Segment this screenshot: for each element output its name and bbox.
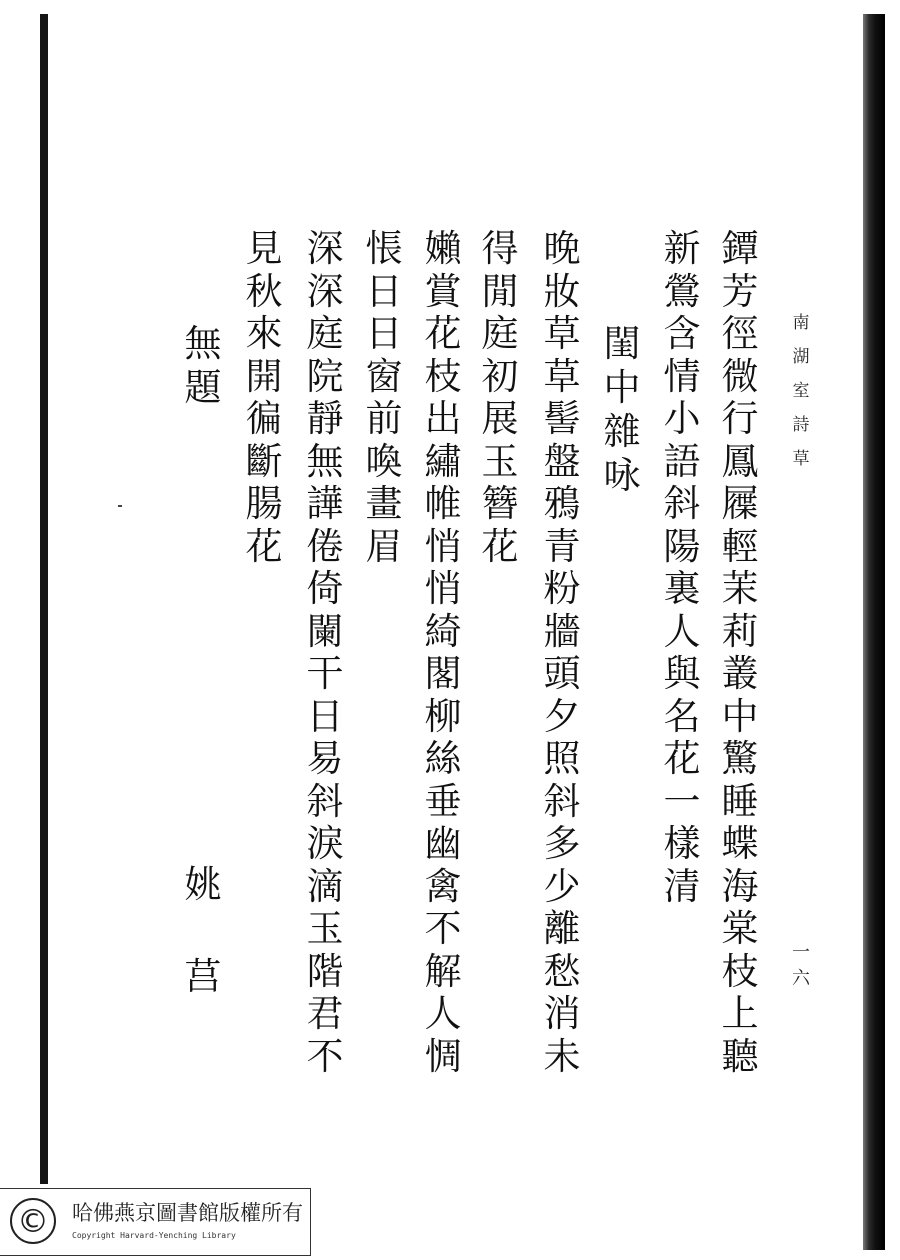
copyright-stamp-subtext: Copyright Harvard-Yenching Library (72, 1231, 236, 1240)
text-column-1: 鐔芳徑微行鳳屧輕茉莉叢中驚睡蝶海棠枝上聽 (721, 227, 759, 1078)
text-column-4: 晚妝草草髻盤鴉青粉牆頭夕照斜多少離愁消未 (543, 227, 581, 1078)
author-name-char-1: 姚 (184, 863, 222, 906)
running-header-book-title: 南湖室詩草 (792, 313, 810, 469)
copyright-stamp (0, 1188, 311, 1256)
text-column-8: 深深庭院靜無譁倦倚闌干日易斜淚滴玉階君不 (306, 227, 344, 1078)
copyright-stamp-text: 哈佛燕京圖書館版權所有 (72, 1201, 303, 1225)
scan-speck (118, 505, 122, 507)
poem-title-guizhong-zayong: 閨中雜咏 (603, 322, 641, 497)
text-column-9: 見秋來開徧斷腸花 (245, 227, 283, 568)
text-column-2: 新鶯含情小語斜陽裏人與名花一樣清 (663, 227, 701, 908)
left-margin-rule (40, 14, 48, 1184)
page-number: 一六 (792, 942, 810, 989)
copyright-icon: © (10, 1198, 56, 1244)
author-name-char-2: 莒 (184, 955, 222, 998)
text-column-5: 得閒庭初展玉簪花 (481, 227, 519, 568)
text-column-7: 悵日日窗前喚畫眉 (365, 227, 403, 568)
text-column-6: 嬾賞花枝出繡帷悄悄綺閣柳絲垂幽禽不解人惆 (424, 227, 462, 1078)
binding-edge-shadow (863, 14, 885, 1250)
poem-title-wuti: 無題 (184, 322, 222, 409)
